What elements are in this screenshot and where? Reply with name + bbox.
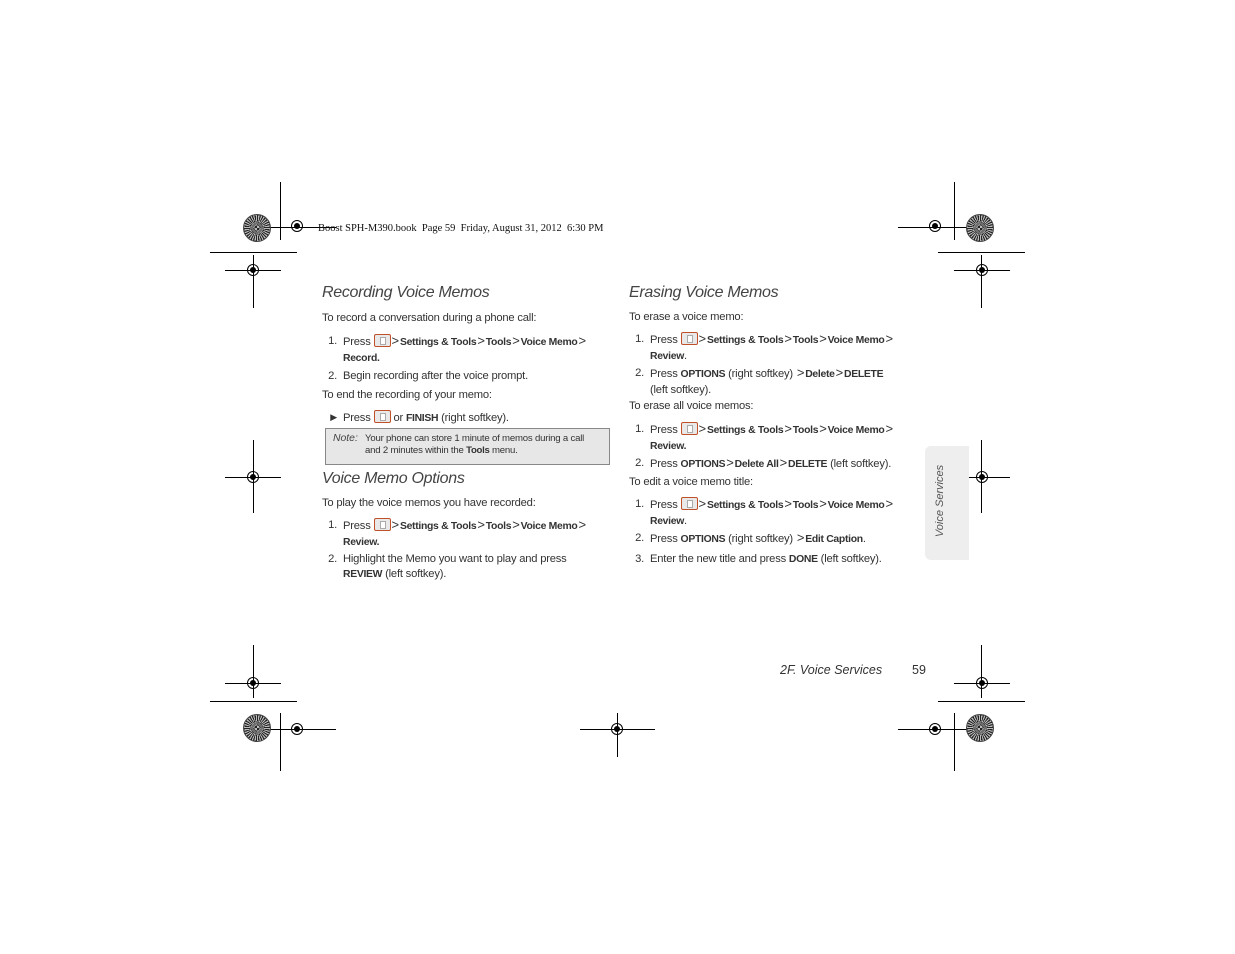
edit-step-1: 1. Press >Settings & Tools>Tools>Voice Memo> Review. [635, 496, 893, 527]
menu-key-icon [374, 410, 391, 423]
registration-seal-icon [966, 214, 994, 242]
edit-intro: To edit a voice memo title: [629, 476, 753, 488]
recording-intro: To record a conversation during a phone call: [322, 312, 537, 324]
menu-key-icon [681, 332, 698, 345]
registration-seal-icon [243, 714, 271, 742]
crop-line [938, 701, 1025, 702]
erase-step-1: 1. Press >Settings & Tools>Tools>Voice Memo> Review. [635, 331, 893, 362]
note-text: Your phone can store 1 minute of memos during a call and 2 minutes within the Tools menu. [365, 433, 585, 456]
registration-crosshair-icon [245, 262, 261, 278]
crop-line [210, 701, 297, 702]
recording-step-1: 1. Press >Settings & Tools>Tools>Voice Memo> Record. [328, 333, 586, 364]
erasing-title: Erasing Voice Memos [629, 284, 779, 301]
note-box [325, 428, 610, 465]
erase-step-2: 2. Press OPTIONS (right softkey) >Delete>DELETE (left softkey). [635, 365, 884, 396]
crop-line [280, 713, 281, 771]
registration-crosshair-icon [245, 469, 261, 485]
recording-end-intro: To end the recording of your memo: [322, 389, 492, 401]
crop-line [954, 713, 955, 771]
registration-seal-icon [243, 214, 271, 242]
edit-step-3: 3. Enter the new title and press DONE (left softkey). [635, 553, 882, 565]
menu-key-icon [681, 497, 698, 510]
registration-crosshair-icon [974, 262, 990, 278]
menu-key-icon [374, 518, 391, 531]
options-title: Voice Memo Options [322, 470, 465, 487]
registration-crosshair-icon [927, 721, 943, 737]
options-step-1: 1. Press >Settings & Tools>Tools>Voice Memo> Review. [328, 517, 586, 548]
erase-all-step-1: 1. Press >Settings & Tools>Tools>Voice Memo> Review. [635, 421, 893, 452]
erase-intro: To erase a voice memo: [629, 311, 744, 323]
crop-line [938, 252, 1025, 253]
registration-seal-icon [966, 714, 994, 742]
registration-crosshair-icon [927, 218, 943, 234]
registration-crosshair-icon [245, 675, 261, 691]
registration-crosshair-icon [974, 469, 990, 485]
erase-all-intro: To erase all voice memos: [629, 400, 754, 412]
menu-key-icon [681, 422, 698, 435]
footer-section: 2F. Voice Services [780, 663, 883, 677]
registration-crosshair-icon [289, 218, 305, 234]
page-number: 59 [912, 663, 926, 677]
note-label: Note: [333, 433, 358, 444]
triangle-bullet-icon: ▶ [330, 412, 337, 422]
recording-title: Recording Voice Memos [322, 284, 490, 301]
registration-crosshair-icon [609, 721, 625, 737]
registration-crosshair-icon [289, 721, 305, 737]
crop-line [280, 182, 281, 240]
erase-all-step-2: 2. Press OPTIONS>Delete All>DELETE (left softkey). [635, 455, 892, 470]
recording-step-2: 2. Begin recording after the voice prompt. [328, 370, 528, 382]
options-step-2: 2. Highlight the Memo you want to play and press REVIEW (left softkey). [328, 553, 567, 580]
menu-key-icon [374, 334, 391, 347]
crop-line [954, 182, 955, 240]
section-side-tab [925, 446, 969, 560]
book-info-line: Boost SPH-M390.book Page 59 Friday, August 31, 2012 6:30 PM [318, 223, 604, 234]
crop-line [210, 252, 297, 253]
section-side-label: Voice Services [934, 464, 946, 538]
recording-end-bullet: ▶ Press or FINISH (right softkey). [322, 410, 608, 427]
edit-step-2: 2. Press OPTIONS (right softkey) >Edit Caption. [635, 530, 866, 545]
registration-crosshair-icon [974, 675, 990, 691]
options-intro: To play the voice memos you have recorded: [322, 497, 536, 509]
